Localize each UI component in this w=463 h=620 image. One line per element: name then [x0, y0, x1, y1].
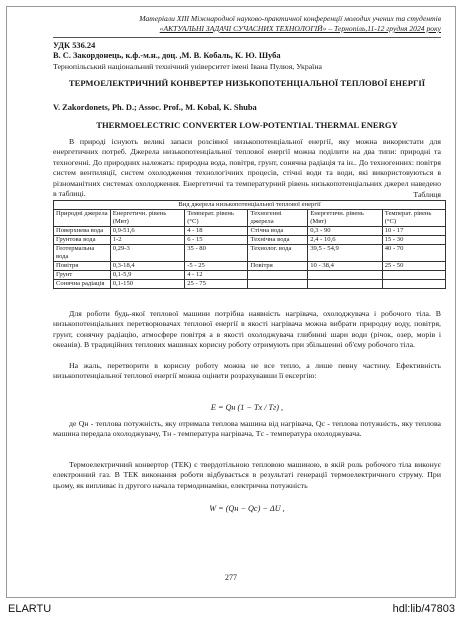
- affiliation: Тернопільський національний технічний університет імені Івана Пулюя, Україна: [53, 62, 322, 71]
- table-cell: Технічна вода: [248, 236, 308, 245]
- table-cell: [382, 280, 445, 289]
- table-row: [54, 271, 446, 280]
- table-cell: Повітря: [248, 262, 308, 271]
- table-cell: 39,5 - 54,9: [308, 245, 382, 262]
- table-cell: Геотермальна вода: [54, 245, 111, 262]
- table-cell: 4 - 12: [185, 271, 248, 280]
- table-cell: 0,29-3: [110, 245, 184, 262]
- header-rule: [53, 37, 441, 38]
- document-page: [6, 6, 456, 598]
- table-row: [54, 245, 446, 262]
- table-cell: [382, 271, 445, 280]
- table-label: Таблиця: [413, 190, 441, 199]
- table-cell: 1-2: [110, 236, 184, 245]
- header-line-2: «АКТУАЛЬНІ ЗАДАЧІ СУЧАСНИХ ТЕХНОЛОГІЙ» – Тернопіль,11-12 грудня 2024 року: [159, 24, 441, 33]
- table-row: [54, 262, 446, 271]
- table-cell: [248, 271, 308, 280]
- table-header-row: [54, 210, 446, 227]
- table-cell: 15 - 30: [382, 236, 445, 245]
- table-header: Температ. рівень (°С): [185, 210, 248, 227]
- table-cell: 35 - 80: [185, 245, 248, 262]
- paragraph-2: Для роботи будь-якої теплової машини потрібна наявність нагрівача, охолоджувача і робочого тіла. В низькопотенціальних перетворювачах теплової енергії в якості нагрівача можна вибрати природну воду, повітря, грунт, сонячну радіацію, атмосфере повітря а в якості охолоджувача глибинні шари води (річок, озер, морів і океанів). В традиційних теплових машинах корисну роботу отримують при збільшенні об'єму робочого тіла.: [53, 309, 441, 350]
- udk-code: УДК 536.24: [53, 41, 96, 50]
- table-cell: 2,4 - 10,6: [308, 236, 382, 245]
- table-caption: Вид джерела низькопотенціальної теплової енергії: [54, 201, 446, 210]
- table-cell: [308, 271, 382, 280]
- page-number: 277: [225, 573, 237, 582]
- table-header: Енергетичн. рівень (Мвт): [308, 210, 382, 227]
- table-cell: 40 - 70: [382, 245, 445, 262]
- header-line-1: Матеріали XIII Міжнародної науково-практичної конференції молодих учених та студентів: [139, 14, 441, 23]
- table-cell: Технолог. вода: [248, 245, 308, 262]
- table-cell: -5 - 25: [185, 262, 248, 271]
- table-cell: 25 - 75: [185, 280, 248, 289]
- table-cell: 25 - 50: [382, 262, 445, 271]
- table-cell: 0,3 - 90: [308, 227, 382, 236]
- paragraph-3: На жаль, перетворити в корисну роботу можна не все тепло, а лише певну частину. Ефективність низькопотенціальної теплової енергії можна оцінити розрахувавши її ексергію:: [53, 361, 441, 381]
- table-cell: Грунтова вода: [54, 236, 111, 245]
- power-formula: W = (Qн − Qс) − ΔU ,: [209, 504, 285, 513]
- authors-ua: В. С. Закордонець, к.ф.-м.н., доц. ,М. В. Кобаль, К. Ю. Шуба: [53, 51, 281, 60]
- table-cell: Поверхнева вода: [54, 227, 111, 236]
- table-cell: [248, 280, 308, 289]
- paragraph-4: де Qн - теплова потужність, яку отримала теплова машина від нагрівача, Qс - теплова потужність, яку теплова машина передала охолоджувачу, Tн - температура нагрівача, Tс - температура охолоджувача.: [53, 419, 441, 439]
- table-header: Техногенні джерела: [248, 210, 308, 227]
- table-cell: Повітря: [54, 262, 111, 271]
- table-cell: 0,9-51,6: [110, 227, 184, 236]
- table-row: [54, 280, 446, 289]
- footer-repository-name: ELARTU: [8, 603, 52, 615]
- energy-sources-table: [53, 200, 446, 289]
- table-cell: 10 - 17: [382, 227, 445, 236]
- table-cell: 0,3-18,4: [110, 262, 184, 271]
- table-cell: 0,1-5,9: [110, 271, 184, 280]
- table-cell: Стічна вода: [248, 227, 308, 236]
- table-header: Температ. рівень (°С): [382, 210, 445, 227]
- exergy-formula: E = Qн (1 − Tх / Tг) ,: [210, 403, 284, 412]
- table-cell: 0,1-150: [110, 280, 184, 289]
- table-header: Енергетичн. рівень (Мвт): [110, 210, 184, 227]
- authors-en: V. Zakordonets, Ph. D.; Assoc. Prof., M. Kobal, K. Shuba: [53, 103, 257, 112]
- table-cell: Сонячна радіація: [54, 280, 111, 289]
- paragraph-1: В природі існують великі запаси розсіяної низькопотенціальної енергії, яку можна використати для енергетичних потреб. Джерела низькопотенціальної теплової енергії можна поділити на два типи: природні та техногенні. До природних належать: природна вода, повітря, грунт, сонячна радіація та ін.. До техногенних: повітря систем вентиляції, систем охолодження технологічних процесів, стічні води та води, які використовуються в різноманітних системах охолодження. Енергетичні та температурний рівень низькопотенціальних джерел наведено в таблиці.: [53, 137, 441, 199]
- table-cell: 4 - 18: [185, 227, 248, 236]
- table-caption-row: [54, 201, 446, 210]
- table-cell: Грунт: [54, 271, 111, 280]
- table-cell: 10 - 38,4: [308, 262, 382, 271]
- title-ua: ТЕРМОЕЛЕКТРИЧНИЙ КОНВЕРТЕР НИЗЬКОПОТЕНЦІАЛЬНОЇ ТЕПЛОВОЇ ЕНЕРГІЇ: [68, 78, 426, 88]
- table-cell: 6 - 15: [185, 236, 248, 245]
- conference-header: [41, 14, 441, 34]
- table-row: [54, 236, 446, 245]
- table-header: Природні джерела: [54, 210, 111, 227]
- paragraph-5: Термоелектричний конвертор (ТЕК) є твердотільною тепловою машиною, в якій роль робочого тіла виконує електронний газ. В ТЕК виконання роботи відбувається в результаті генерації термоелектричного струму. При цьому, як випливає із другого начала термодинаміки, електрична потужність: [53, 460, 441, 490]
- footer-handle: hdl:lib/47803: [392, 603, 455, 615]
- table-cell: [308, 280, 382, 289]
- table-row: [54, 227, 446, 236]
- title-en: THERMOELECTRIC CONVERTER LOW-POTENTIAL THERMAL ENERGY: [96, 120, 398, 130]
